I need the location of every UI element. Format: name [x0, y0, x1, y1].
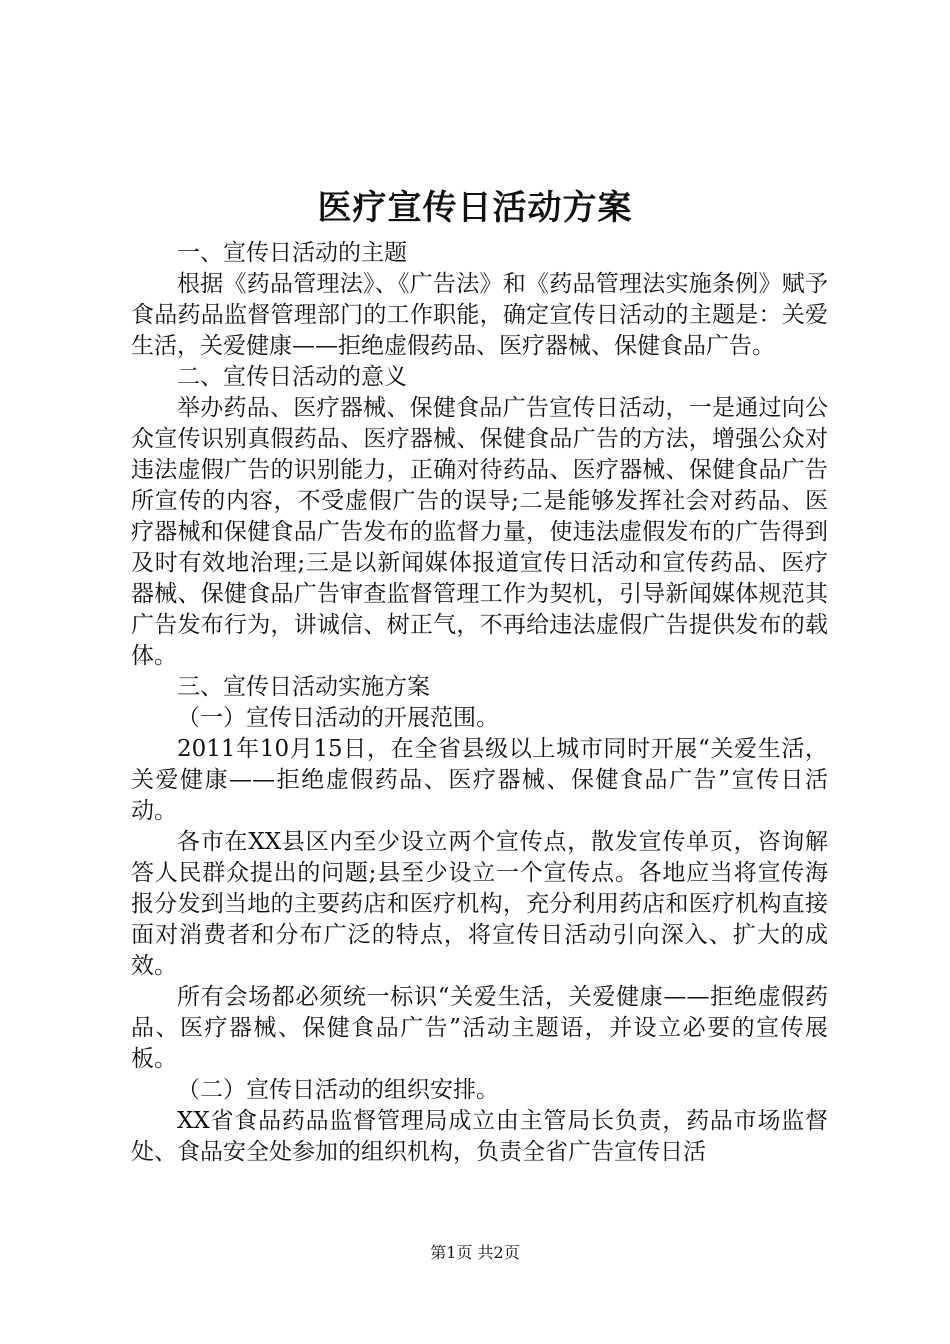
paragraph-promotion-points: 各市在XX县区内至少设立两个宣传点，散发宣传单页，咨询解答人民群众提出的问题;县至少设立一个宣传点。各地应当将宣传海报分发到当地的主要药店和医疗机构，充分利用药店和医疗机构直接面对消费者和分布广泛的特点，将宣传日活动引向深入、扩大的成效。: [131, 829, 828, 979]
section-heading-significance: 二、宣传日活动的意义: [177, 364, 407, 390]
paragraph-date: 2011年10月15日，在全省县级以上城市同时开展“关爱生活，关爱健康——拒绝虚假药品、医疗器械、保健食品广告”宣传日活动。: [131, 736, 828, 824]
document-body: [131, 238, 828, 1168]
subsection-heading-scope: （一）宣传日活动的开展范围。: [177, 705, 499, 731]
document-title: 医疗宣传日活动方案: [317, 188, 633, 228]
paragraph-venue-signage: 所有会场都必须统一标识“关爱生活，关爱健康——拒绝虚假药品、医疗器械、保健食品广告”活动主题语，并设立必要的宣传展板。: [131, 984, 828, 1072]
section-heading-plan: 三、宣传日活动实施方案: [177, 674, 430, 700]
section-heading-theme: 一、宣传日活动的主题: [177, 240, 407, 266]
page-number-footer: 第1页 共2页: [430, 1243, 520, 1262]
paragraph-theme: 根据《药品管理法》、《广告法》和《药品管理法实施条例》赋予食品药品监督管理部门的工作职能，确定宣传日活动的主题是：关爱生活，关爱健康——拒绝虚假药品、医疗器械、保健食品广告。: [131, 271, 828, 359]
paragraph-organization: XX省食品药品监督管理局成立由主管局长负责，药品市场监督处、食品安全处参加的组织机构，负责全省广告宣传日活: [131, 1108, 828, 1165]
subsection-heading-organization: （二）宣传日活动的组织安排。: [177, 1077, 499, 1103]
paragraph-significance: 举办药品、医疗器械、保健食品广告宣传日活动，一是通过向公众宣传识别真假药品、医疗器械、保健食品广告的方法，增强公众对违法虚假广告的识别能力，正确对待药品、医疗器械、保健食品广告所宣传的内容，不受虚假广告的误导;二是能够发挥社会对药品、医疗器械和保健食品广告发布的监督力量，使违法虚假发布的广告得到及时有效地治理;三是以新闻媒体报道宣传日活动和宣传药品、医疗器械、保健食品广告审查监督管理工作为契机，引导新闻媒体规范其广告发布行为，讲诚信、树正气，不再给违法虚假广告提供发布的载体。: [131, 395, 828, 669]
